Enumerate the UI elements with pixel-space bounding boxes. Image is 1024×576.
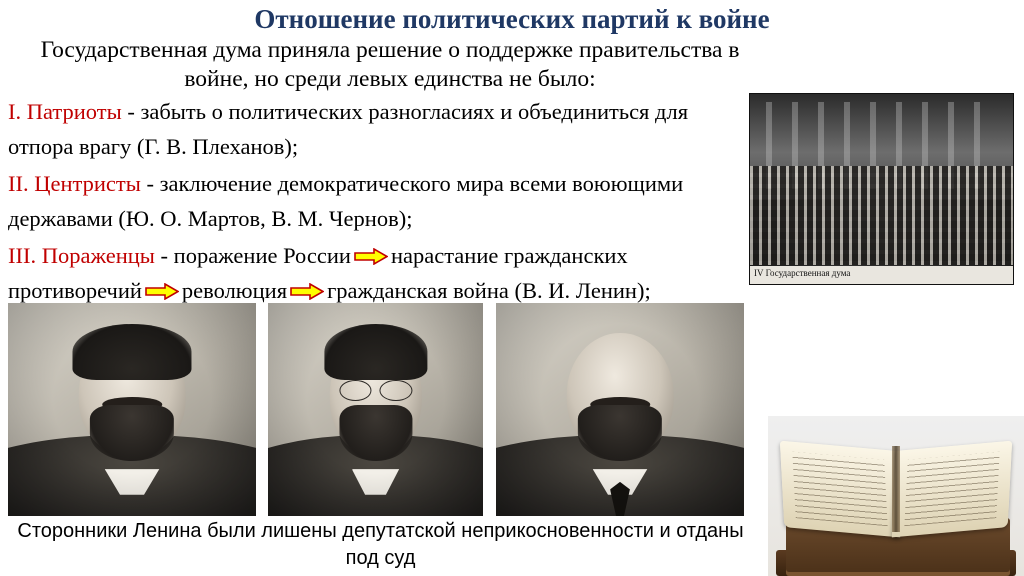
point-defeatists — [8, 239, 753, 308]
points-list — [8, 95, 753, 311]
point-defeatists-text-1: - поражение России — [154, 243, 351, 268]
portrait-glasses — [339, 380, 412, 399]
portrait-hair — [324, 324, 427, 379]
arrow-right-icon-3 — [290, 283, 324, 300]
duma-photograph — [749, 93, 1014, 285]
lead-paragraph: Государственная дума приняла решение о поддержке правительства в войне, но среди левых единства не было: — [40, 37, 740, 92]
duma-photo-caption: IV Государственная дума — [750, 266, 1013, 284]
footer-caption: Сторонники Ленина были лишены депутатской неприкосновенности и отданы под суд — [17, 520, 744, 569]
portrait-lenin — [496, 303, 744, 516]
point-centrists-label: II. Центристы — [8, 171, 141, 196]
page-title: Отношение политических партий к войне — [254, 4, 770, 34]
book-page-right — [892, 441, 1012, 538]
point-centrists-text: - заключение демократического мира всеми воюющими державами (Ю. О. Мартов, В. М. Чернов); — [8, 171, 684, 231]
portrait-hair — [72, 324, 191, 379]
point-patriots-text: - забыть о политических разногласиях и объединиться для отпора врагу (Г. В. Плеханов); — [8, 99, 689, 159]
point-defeatists-label: III. Пораженцы — [8, 243, 155, 268]
portrait-martov — [268, 303, 483, 516]
book-text-lines — [792, 452, 888, 526]
book-spine — [892, 446, 900, 532]
book-page-left — [780, 441, 900, 538]
duma-crowd — [750, 166, 1013, 265]
point-patriots — [8, 95, 753, 164]
duma-photo-image — [750, 94, 1013, 284]
point-defeatists-text-3: революция — [181, 277, 288, 303]
point-patriots-label: I. Патриоты — [8, 99, 122, 124]
portrait-plekhanov — [8, 303, 256, 516]
arrow-right-icon — [354, 248, 388, 265]
book-photograph — [768, 416, 1024, 576]
arrow-right-icon-2 — [145, 283, 179, 300]
point-defeatists-text-2: нарастание гражданских противоречий — [8, 243, 628, 303]
book-text-lines — [904, 452, 1000, 526]
point-centrists — [8, 167, 753, 236]
point-defeatists-text-4: гражданская война (В. И. Ленин); — [327, 277, 651, 303]
